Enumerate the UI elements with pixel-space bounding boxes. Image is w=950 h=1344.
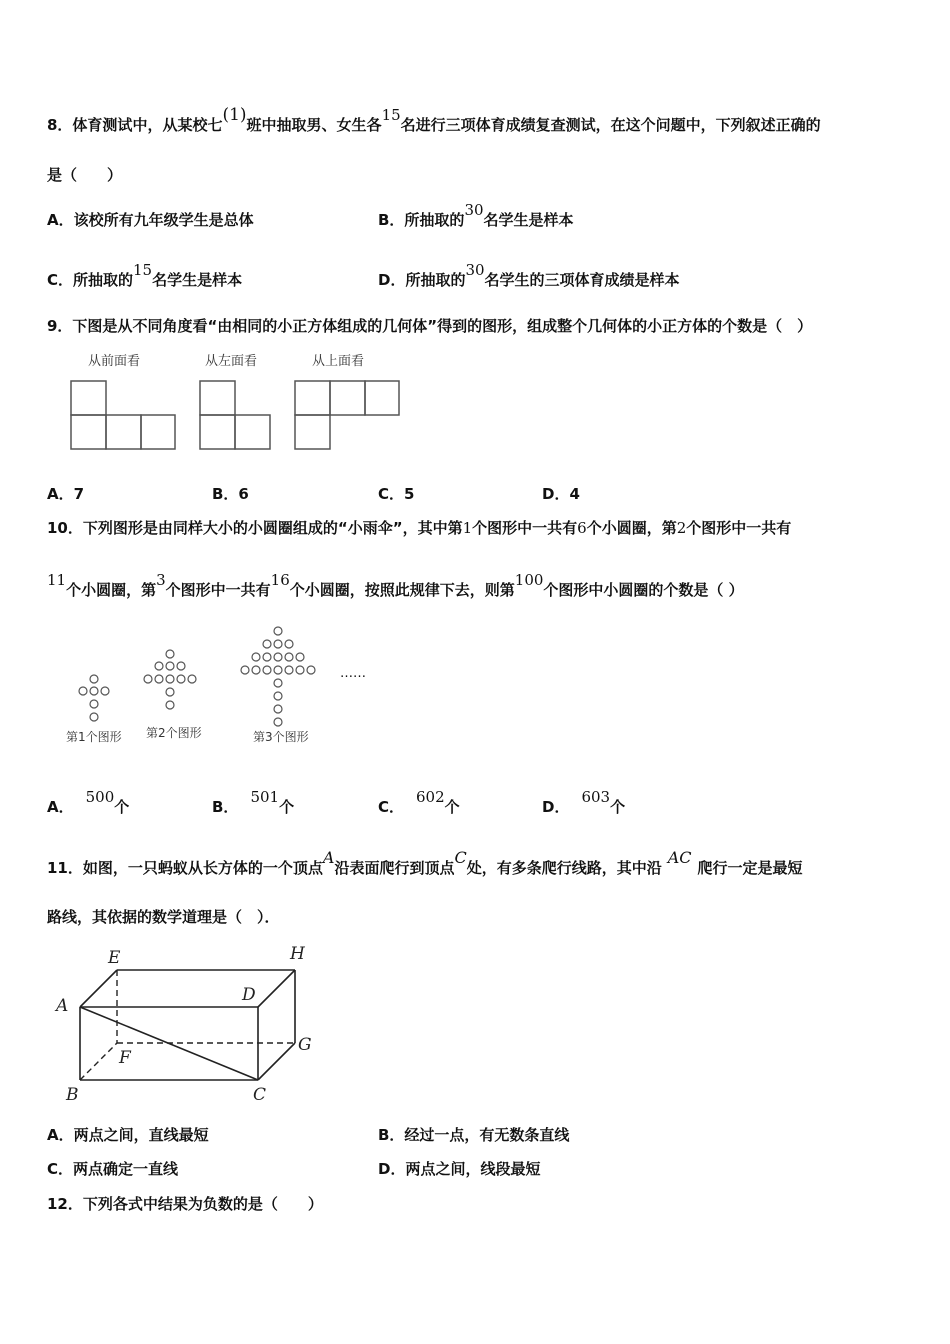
q9-option-d[interactable]: D．4 — [542, 485, 580, 503]
q9-option-c[interactable]: C．5 — [378, 485, 415, 503]
q11-line1: 11．如图，一只蚂蚁从长方体的一个顶点A沿表面爬行到顶点C处，有多条爬行线路，其中沿AC爬行一定是最短 — [47, 848, 803, 877]
q8-option-c[interactable]: C．所抽取的15名学生是样本 — [47, 261, 243, 289]
q10-line2: 11个小圆圈，第3个图形中一共有16个小圆圈，按照此规律下去，则第100个图形中小圆圈的个数是（ ） — [47, 571, 744, 599]
q11-cuboid-figure — [50, 940, 330, 1110]
q11-line2: 路线，其依据的数学道理是（ ）． — [47, 908, 280, 926]
q10-ellipsis: …… — [340, 666, 366, 681]
q10-option-a[interactable]: A．500个 — [47, 788, 130, 816]
label-A: A — [56, 996, 69, 1016]
label-G: G — [298, 1035, 312, 1055]
q9-view-top-label: 从上面看 — [312, 354, 365, 369]
q10-fig-label-3: 第3个图形 — [253, 730, 309, 744]
q9-view-front-label: 从前面看 — [88, 354, 141, 369]
q11-option-c[interactable]: C．两点确定一直线 — [47, 1160, 179, 1178]
q9-left-view — [200, 381, 270, 449]
q10-fig-label-2: 第2个图形 — [146, 726, 202, 740]
q9-view-left-label: 从左面看 — [205, 354, 258, 369]
q10-option-d[interactable]: D．603个 — [542, 788, 626, 816]
q9-option-b[interactable]: B．6 — [212, 485, 249, 503]
q9-stem: 9．下图是从不同角度看“由相同的小正方体组成的几何体”得到的图形，组成整个几何体的小正方体的个数是（ ） — [47, 317, 813, 335]
label-H: H — [290, 944, 305, 964]
label-C: C — [253, 1085, 267, 1105]
q8-option-a[interactable]: A．该校所有九年级学生是总体 — [47, 211, 254, 229]
label-B: B — [66, 1085, 79, 1105]
q9-option-a[interactable]: A．7 — [47, 485, 85, 503]
q10-line1: 10．下列图形是由同样大小的小圆圈组成的“小雨伞”，其中第1个图形中一共有6个小圆圈，第2个图形中一共有 — [47, 519, 792, 537]
q11-option-a[interactable]: A．两点之间，直线最短 — [47, 1126, 209, 1144]
q10-option-c[interactable]: C．602个 — [378, 788, 460, 816]
q10-option-b[interactable]: B．501个 — [212, 788, 295, 816]
umbrella-figure-1 — [79, 675, 109, 721]
q8-class-number: (1) — [222, 105, 247, 125]
q8-line1: 8．体育测试中，从某校七(1)班中抽取男、女生各15名进行三项体育成绩复查测试，在这个问题中，下列叙述正确的 — [47, 105, 821, 134]
q8-line2: 是（ ） — [47, 166, 123, 184]
umbrella-figure-2 — [144, 650, 196, 709]
q9-views-figure — [60, 370, 420, 460]
q11-option-b[interactable]: B．经过一点，有无数条直线 — [378, 1126, 570, 1144]
q10-fig-label-1: 第1个图形 — [66, 730, 122, 744]
q8-option-b[interactable]: B．所抽取的30名学生是样本 — [378, 201, 574, 229]
q9-front-view — [71, 381, 175, 449]
q8-option-d[interactable]: D．所抽取的30名学生的三项体育成绩是样本 — [378, 261, 680, 289]
label-D: D — [242, 985, 256, 1005]
q9-top-view — [295, 381, 399, 449]
label-F: F — [119, 1048, 131, 1068]
q8-count: 15 — [381, 106, 401, 124]
umbrella-figure-3 — [241, 627, 315, 726]
label-E: E — [108, 948, 121, 968]
q11-option-d[interactable]: D．两点之间，线段最短 — [378, 1160, 541, 1178]
q12-stem: 12．下列各式中结果为负数的是（ ） — [47, 1195, 323, 1213]
